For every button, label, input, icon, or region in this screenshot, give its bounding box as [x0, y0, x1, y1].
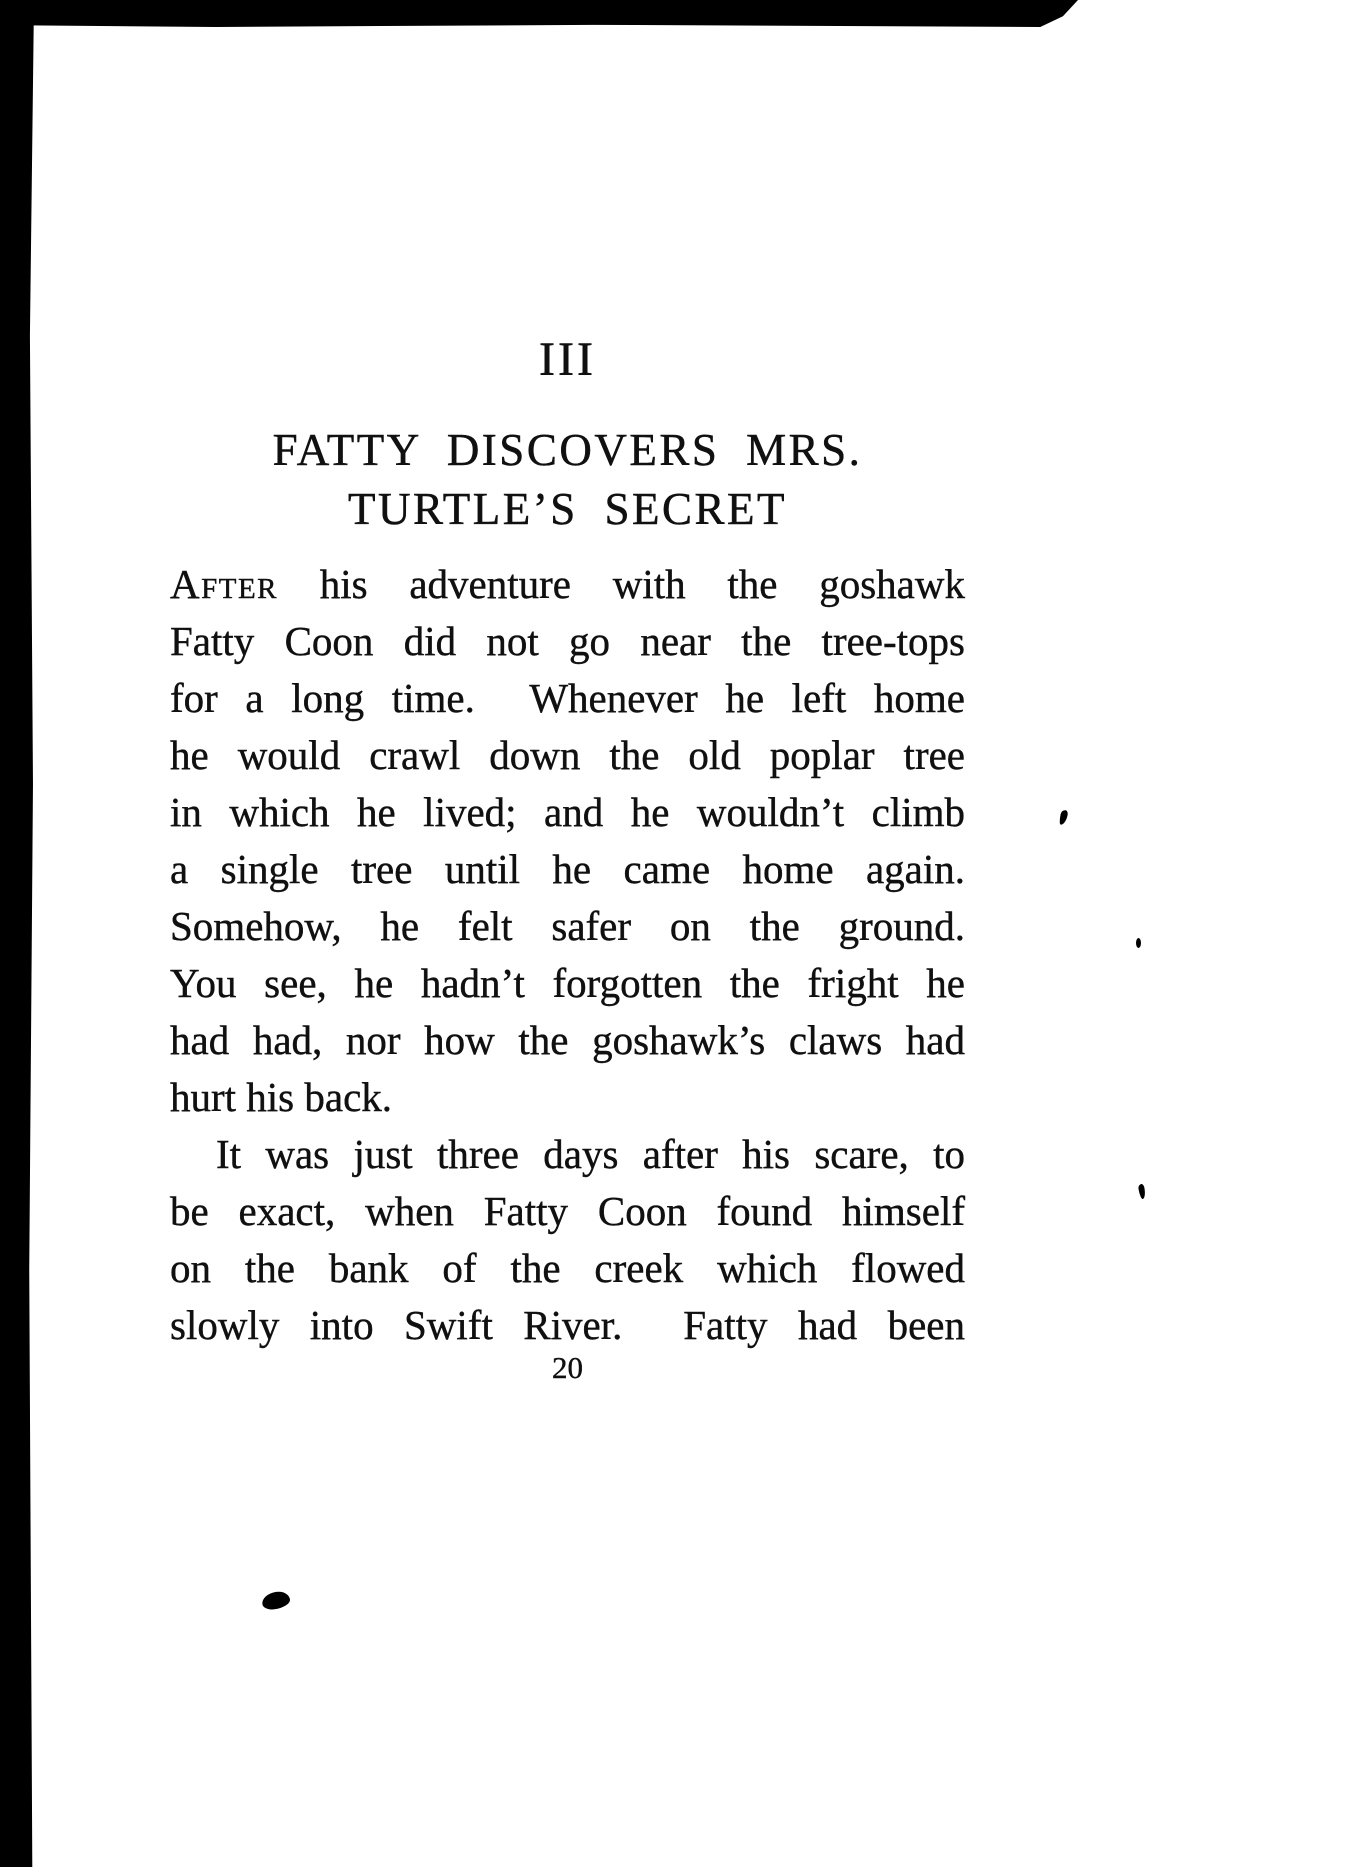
body-line: [170, 556, 965, 613]
scan-speck-artifact: [1059, 809, 1069, 825]
body-text: [170, 556, 965, 1354]
body-line: slowly into Swift River. Fatty had been: [170, 1302, 965, 1348]
body-line: on the bank of the creek which flowed: [170, 1245, 965, 1291]
body-line: Fatty Coon did not go near the tree-tops: [170, 618, 965, 664]
page-number: 20: [552, 1350, 583, 1385]
body-line-text: his adventure with the goshawk: [319, 561, 965, 607]
body-line: be exact, when Fatty Coon found himself: [170, 1188, 965, 1234]
text-column: [170, 0, 965, 1867]
body-line: You see, he hadn’t forgotten the fright he: [170, 960, 965, 1006]
body-line: for a long time. Whenever he left home: [170, 675, 965, 721]
chapter-title-line-1: FATTY DISCOVERS MRS.: [272, 425, 863, 475]
body-line: had had, nor how the goshawk’s claws had: [170, 1017, 965, 1063]
chapter-title: [170, 421, 965, 539]
chapter-title-line-2: TURTLE’S SECRET: [347, 484, 788, 534]
lead-word: After: [170, 561, 279, 607]
body-line: Somehow, he felt safer on the ground.: [170, 903, 965, 949]
body-line: in which he lived; and he wouldn’t climb: [170, 789, 965, 835]
body-line: hurt his back.: [170, 1074, 393, 1120]
body-line: a single tree until he came home again.: [170, 846, 965, 892]
scan-speck-artifact: [1136, 938, 1141, 948]
chapter-number: III: [539, 333, 596, 386]
body-line: It was just three days after his scare, to: [216, 1131, 965, 1177]
body-line: he would crawl down the old poplar tree: [170, 732, 965, 778]
scan-speck-artifact: [1138, 1184, 1147, 1200]
scan-edge-left-bar: [0, 0, 34, 1867]
